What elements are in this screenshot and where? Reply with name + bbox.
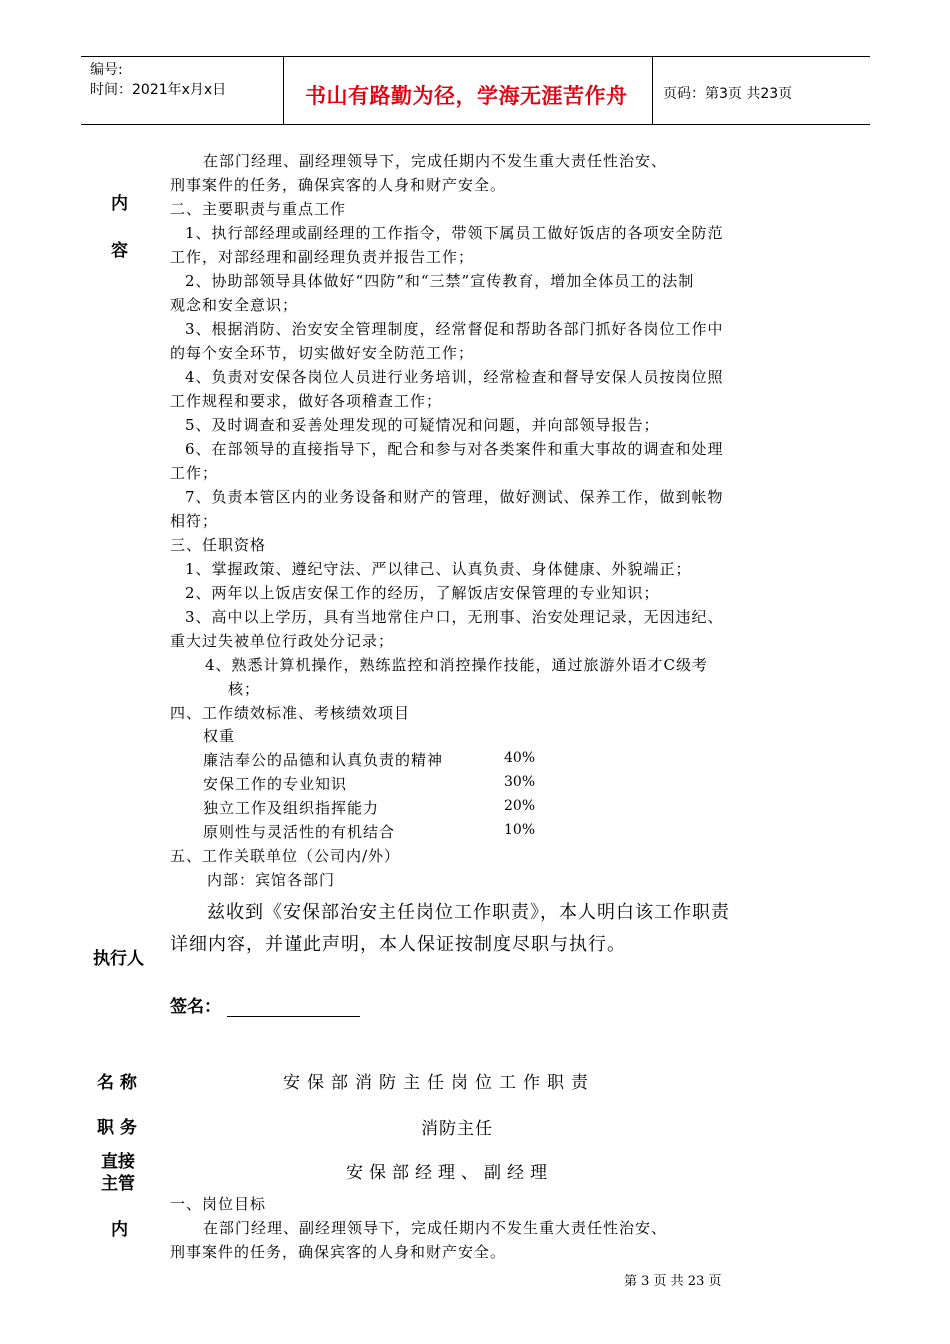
qualification-item: 2、两年以上饭店安保工作的经历，了解饭店安保管理的专业知识；: [185, 584, 660, 602]
content-label-bottom: 容: [111, 241, 128, 261]
related-units: 内部：宾馆各部门: [207, 871, 336, 889]
document-number-label: 编号:: [90, 62, 123, 78]
paragraph-line: 在部门经理、副经理领导下，完成任期内不发生重大责任性治安、: [203, 152, 668, 170]
section-heading: 三、任职资格: [170, 536, 267, 554]
signature-field: [170, 992, 360, 1017]
duty-item: 观念和安全意识；: [170, 296, 299, 314]
section-heading: 四、工作绩效标准、考核绩效项目: [170, 704, 411, 722]
content-label-top: 内: [111, 194, 128, 214]
weight-percent: 20%: [504, 798, 536, 814]
signature-label: 签名：: [170, 997, 221, 1017]
qualification-item: 核；: [228, 680, 261, 698]
duty-item: 5、及时调查和妥善处理发现的可疑情况和问题，并向部领导报告；: [185, 416, 660, 434]
duty-item: 4、负责对安保各岗位人员进行业务培训，经常检查和督导安保人员按岗位照: [185, 368, 724, 386]
header-divider-right: [652, 56, 653, 124]
weight-item: 独立工作及组织指挥能力: [203, 799, 380, 817]
duty-item: 的每个安全环节，切实做好安全防范工作；: [170, 344, 475, 362]
name-label: 名 称: [97, 1073, 137, 1093]
header-bottom-rule: [81, 124, 870, 125]
weight-heading: 权重: [203, 727, 236, 745]
header-top-rule: [81, 56, 870, 57]
content-label: 内: [111, 1220, 128, 1240]
page-footer: 第 3 页 共 23 页: [624, 1274, 722, 1289]
supervisor-label-bottom: 主管: [101, 1174, 135, 1194]
weight-percent: 40%: [504, 750, 536, 766]
supervisor-label-top: 直接: [101, 1152, 135, 1172]
section-heading: 二、主要职责与重点工作: [170, 200, 347, 218]
header-page-label: 页码：第3页 共23页: [663, 86, 793, 102]
duty-item: 工作规程和要求，做好各项稽查工作；: [170, 392, 443, 410]
header-divider-left: [283, 56, 284, 124]
supervisor-value: 安保部经理、副经理: [346, 1163, 553, 1183]
section-heading: 一、岗位目标: [170, 1195, 267, 1213]
weight-percent: 10%: [504, 822, 536, 838]
qualification-item: 1、掌握政策、遵纪守法、严以律己、认真负责、身体健康、外貌端正；: [185, 560, 692, 578]
qualification-item: 4、熟悉计算机操作，熟练监控和消控操作技能，通过旅游外语才C级考: [205, 656, 709, 674]
weight-item: 安保工作的专业知识: [203, 775, 348, 793]
qualification-item: 3、高中以上学历，具有当地常住户口，无刑事、治安处理记录，无因违纪、: [185, 608, 724, 626]
paragraph-line: 刑事案件的任务，确保宾客的人身和财产安全。: [170, 176, 507, 194]
document-time-label: 时间：2021年x月x日: [90, 82, 227, 98]
weight-percent: 30%: [504, 774, 536, 790]
goal-line: 刑事案件的任务，确保宾客的人身和财产安全。: [170, 1243, 507, 1261]
goal-line: 在部门经理、副经理领导下，完成任期内不发生重大责任性治安、: [203, 1219, 668, 1237]
weight-item: 原则性与灵活性的有机结合: [203, 823, 396, 841]
header-motto: 书山有路勤为径，学海无涯苦作舟: [305, 84, 628, 108]
duty-item: 相符；: [170, 512, 219, 530]
duty-item: 工作，对部经理和副经理负责并报告工作；: [170, 248, 475, 266]
acknowledgement-line: 详细内容，并谨此声明，本人保证按制度尽职与执行。: [170, 934, 626, 955]
weight-item: 廉洁奉公的品德和认真负责的精神: [203, 751, 444, 769]
duty-item: 1、执行部经理或副经理的工作指令，带领下属员工做好饭店的各项安全防范: [185, 224, 724, 242]
position-title: 安保部消防主任岗位工作职责: [283, 1073, 595, 1093]
executor-label: 执行人: [93, 949, 144, 969]
duty-label: 职 务: [97, 1118, 137, 1138]
qualification-item: 重大过失被单位行政处分记录；: [170, 632, 395, 650]
duty-item: 2、协助部领导具体做好“四防”和“三禁”宣传教育，增加全体员工的法制: [185, 272, 695, 290]
duty-item: 工作；: [170, 464, 219, 482]
section-heading: 五、工作关联单位（公司内/外）: [170, 847, 401, 865]
signature-line[interactable]: [227, 998, 360, 1017]
duty-item: 7、负责本管区内的业务设备和财产的管理，做好测试、保养工作，做到帐物: [185, 488, 724, 506]
acknowledgement-line: 兹收到《安保部治安主任岗位工作职责》，本人明白该工作职责: [207, 902, 730, 923]
duty-item: 3、根据消防、治安安全管理制度，经常督促和帮助各部门抓好各岗位工作中: [185, 320, 724, 338]
duty-item: 6、在部领导的直接指导下，配合和参与对各类案件和重大事故的调查和处理: [185, 440, 724, 458]
duty-value: 消防主任: [421, 1119, 493, 1139]
